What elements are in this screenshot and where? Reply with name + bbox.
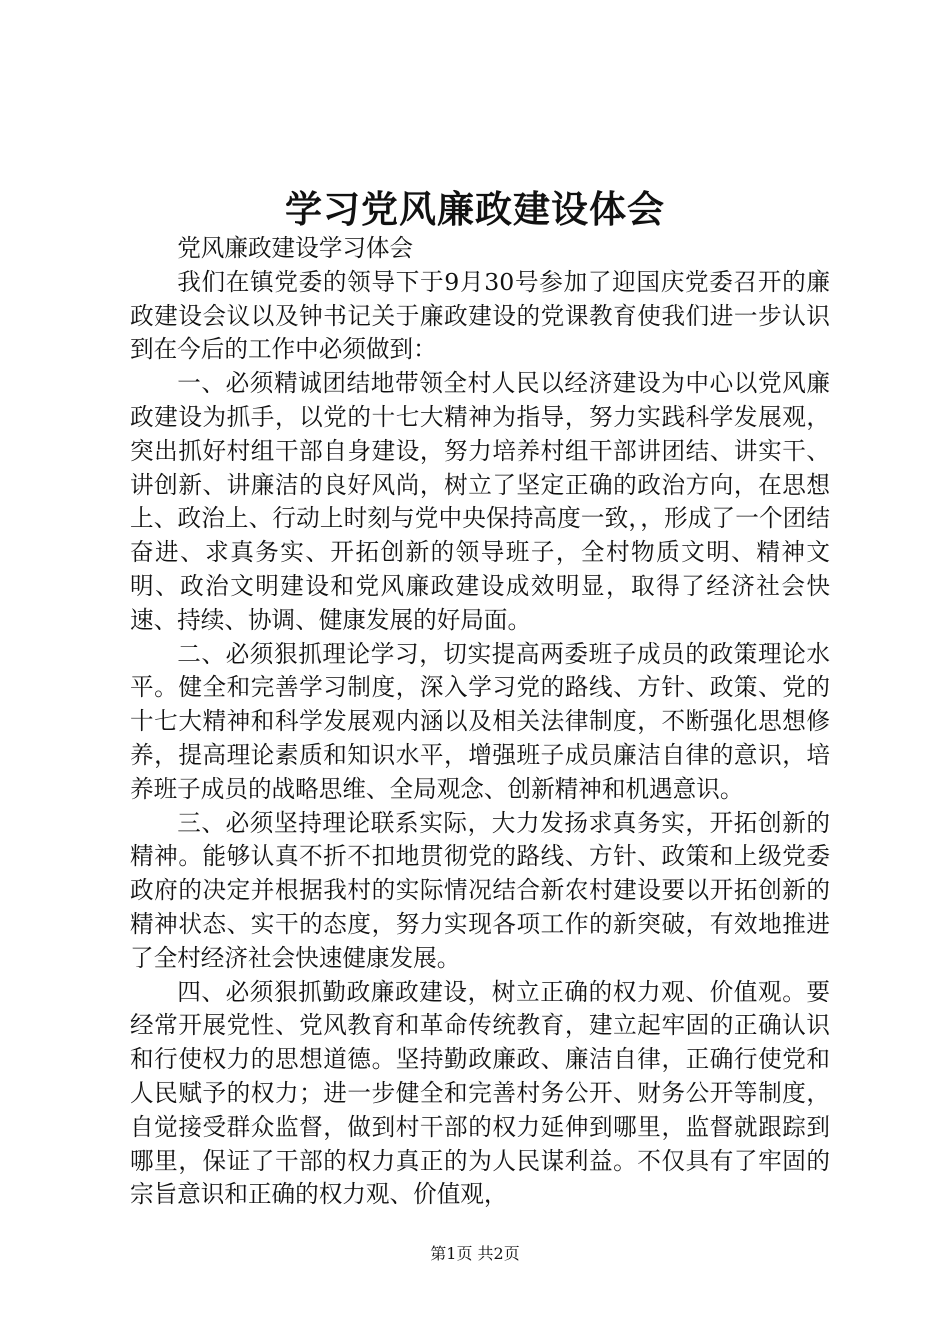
paragraph-point-4: 四、必须狠抓勤政廉政建设，树立正确的权力观、价值观。要经常开展党性、党风教育和革命传统教育，建立起牢固的正确认识和行使权力的思想道德。坚持勤政廉政、廉洁自律，正确行使党和人民赋予的权力；进一步健全和完善村务公开、财务公开等制度，自觉接受群众监督，做到村干部的权力延伸到哪里，监督就跟踪到哪里，保证了干部的权力真正的为人民谋利益。不仅具有了牢固的宗旨意识和正确的权力观、价值观， bbox=[130, 977, 830, 1209]
document-body bbox=[130, 232, 830, 1212]
document-subtitle: 党风廉政建设学习体会 bbox=[177, 234, 414, 262]
paragraph-point-3: 三、必须坚持理论联系实际，大力发扬求真务实，开拓创新的精神。能够认真不折不扣地贯彻党的路线、方针、政策和上级党委政府的决定并根据我村的实际情况结合新农村建设要以开拓创新的精神状态、实干的态度，努力实现各项工作的新突破，有效地推进了全村经济社会快速健康发展。 bbox=[130, 808, 830, 972]
paragraph-intro: 我们在镇党委的领导下于9月30号参加了迎国庆党委召开的廉政建设会议以及钟书记关于廉政建设的党课教育使我们进一步认识到在今后的工作中必须做到： bbox=[130, 267, 830, 364]
paragraph-point-1: 一、必须精诚团结地带领全村人民以经济建设为中心以党风廉政建设为抓手，以党的十七大精神为指导，努力实践科学发展观，突出抓好村组干部自身建设，努力培养村组干部讲团结、讲实干、讲创新、讲廉洁的良好风尚，树立了坚定正确的政治方向，在思想上、政治上、行动上时刻与党中央保持高度一致，，形成了一个团结奋进、求真务实、开拓创新的领导班子，全村物质文明、精神文明、政治文明建设和党风廉政建设成效明显，取得了经济社会快速、持续、协调、健康发展的好局面。 bbox=[130, 369, 830, 634]
document-title: 学习党风廉政建设体会 bbox=[285, 187, 665, 231]
page-number-footer: 第1页 共2页 bbox=[430, 1244, 520, 1263]
paragraph-point-2: 二、必须狠抓理论学习，切实提高两委班子成员的政策理论水平。健全和完善学习制度，深入学习党的路线、方针、政策、党的十七大精神和科学发展观内涵以及相关法律制度，不断强化思想修养，提高理论素质和知识水平，增强班子成员廉洁自律的意识，培养班子成员的战略思维、全局观念、创新精神和机遇意识。 bbox=[130, 639, 830, 803]
